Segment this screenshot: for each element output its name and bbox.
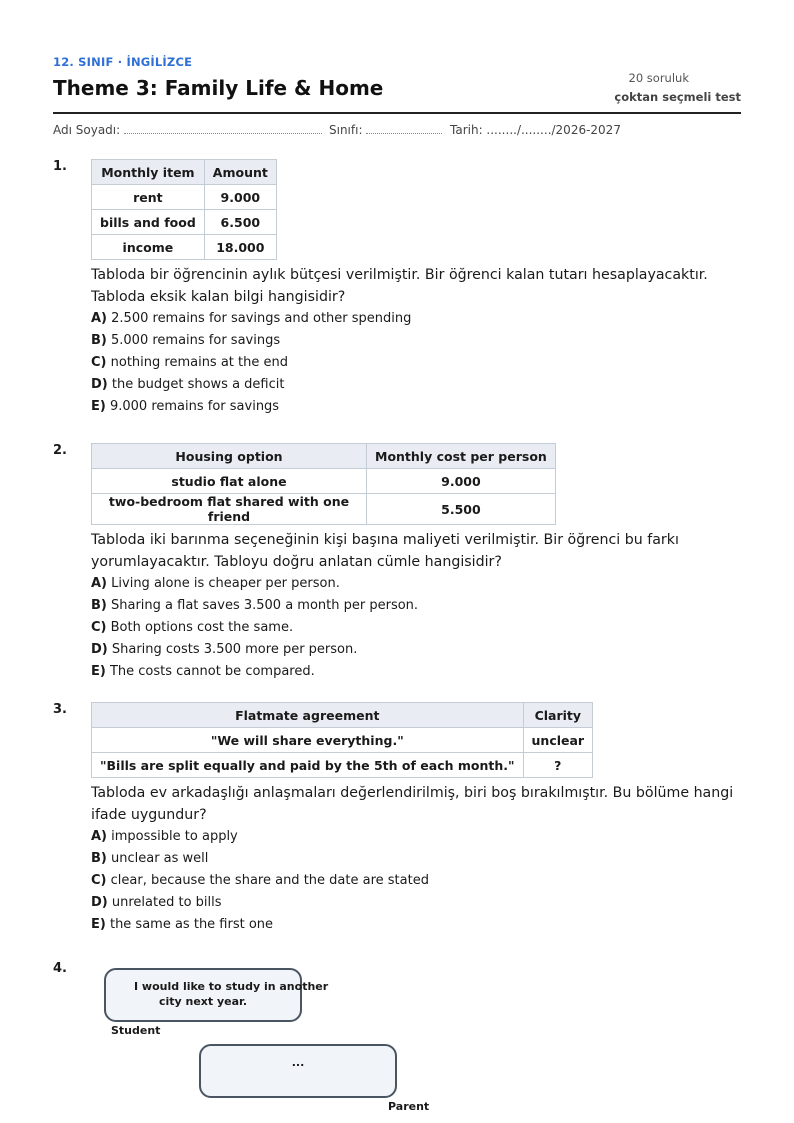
worksheet-page <box>53 0 741 1113</box>
agreement-table <box>91 702 593 778</box>
budget-table <box>91 159 277 260</box>
option-letter: E) <box>91 917 106 932</box>
table-cell: bills and food <box>92 210 205 235</box>
class-blank <box>366 123 442 134</box>
page-title: Theme 3: Family Life & Home <box>53 76 384 100</box>
table-cell: "Bills are split equally and paid by the 5th of each month." <box>92 753 524 778</box>
option-letter: E) <box>91 399 106 414</box>
table-row <box>92 728 593 753</box>
option-c[interactable] <box>91 617 741 639</box>
class-label: Sınıfı: <box>329 123 363 137</box>
option-c[interactable] <box>91 870 741 892</box>
question-number: 3. <box>53 702 67 717</box>
option-text: Both options cost the same. <box>110 620 294 635</box>
option-e[interactable] <box>91 396 741 418</box>
table-cell: unclear <box>523 728 593 753</box>
option-letter: D) <box>91 377 108 392</box>
option-letter: A) <box>91 311 108 326</box>
option-a[interactable] <box>91 573 741 595</box>
table-cell: studio flat alone <box>92 469 367 494</box>
table-row <box>92 185 277 210</box>
option-letter: D) <box>91 895 108 910</box>
option-letter: C) <box>91 355 107 370</box>
option-text: nothing remains at the end <box>110 355 288 370</box>
speaker-label-student: Student <box>111 1024 161 1037</box>
parent-speech-bubble <box>199 1044 397 1098</box>
option-letter: B) <box>91 598 107 613</box>
worksheet-header <box>53 0 741 114</box>
table-header: Monthly item <box>92 160 205 185</box>
speaker-label-parent: Parent <box>388 1100 430 1113</box>
bubble-text-line: city next year. <box>158 995 248 1008</box>
option-text: the budget shows a deficit <box>111 377 285 392</box>
option-c[interactable] <box>91 352 741 374</box>
test-type: çoktan seçmeli test <box>614 90 741 104</box>
student-speech-bubble <box>104 968 329 1022</box>
question-stem: Tabloda ev arkadaşlığı anlaşmaları değerlendirilmiş, biri boş bırakılmıştır. Bu bölüme hangi ifade uygundur? <box>91 785 734 823</box>
table-cell: ? <box>523 753 593 778</box>
table-cell: 6.500 <box>204 210 276 235</box>
option-d[interactable] <box>91 639 741 661</box>
option-letter: A) <box>91 829 108 844</box>
table-row <box>92 235 277 260</box>
table-cell: 18.000 <box>204 235 276 260</box>
option-text: Living alone is cheaper per person. <box>111 576 340 591</box>
option-letter: B) <box>91 851 107 866</box>
option-b[interactable] <box>91 848 741 870</box>
option-text: unclear as well <box>111 851 209 866</box>
table-header: Amount <box>204 160 276 185</box>
option-text: 5.000 remains for savings <box>111 333 281 348</box>
class-field[interactable] <box>329 123 442 137</box>
option-e[interactable] <box>91 661 741 683</box>
option-text: 2.500 remains for savings and other spending <box>111 311 412 326</box>
table-cell: "We will share everything." <box>92 728 524 753</box>
question-number: 4. <box>53 961 67 976</box>
option-text: the same as the first one <box>109 917 274 932</box>
name-label: Adı Soyadı: <box>53 123 121 137</box>
option-text: 9.000 remains for savings <box>109 399 280 414</box>
housing-table <box>91 443 556 525</box>
table-header: Housing option <box>92 444 367 469</box>
question-number: 2. <box>53 443 67 458</box>
table-row <box>92 753 593 778</box>
table-header: Clarity <box>523 703 593 728</box>
option-letter: A) <box>91 576 108 591</box>
option-letter: E) <box>91 664 106 679</box>
option-b[interactable] <box>91 330 741 352</box>
table-header: Flatmate agreement <box>92 703 524 728</box>
table-cell: two-bedroom flat shared with one friend <box>92 494 367 525</box>
option-text: impossible to apply <box>111 829 238 844</box>
grade-subject-label: 12. SINIF · İNGİLİZCE <box>53 55 193 69</box>
option-e[interactable] <box>91 914 741 936</box>
option-letter: C) <box>91 873 107 888</box>
table-row <box>92 210 277 235</box>
question-stem: Tabloda bir öğrencinin aylık bütçesi verilmiştir. Bir öğrenci kalan tutarı hesaplayacaktır. Tabloda eksik kalan bilgi hangisidir? <box>91 267 708 305</box>
option-d[interactable] <box>91 374 741 396</box>
option-letter: B) <box>91 333 107 348</box>
name-blank <box>124 123 322 134</box>
option-letter: C) <box>91 620 107 635</box>
option-text: Sharing a flat saves 3.500 a month per person. <box>111 598 419 613</box>
date-field[interactable]: Tarih: ......../......../2026-2027 <box>450 123 621 137</box>
name-field[interactable] <box>53 123 322 137</box>
table-header: Monthly cost per person <box>367 444 556 469</box>
option-letter: D) <box>91 642 108 657</box>
option-text: Sharing costs 3.500 more per person. <box>111 642 358 657</box>
table-cell: rent <box>92 185 205 210</box>
option-a[interactable] <box>91 308 741 330</box>
question-number: 1. <box>53 159 67 174</box>
option-a[interactable] <box>91 826 741 848</box>
table-cell: income <box>92 235 205 260</box>
table-cell: 5.500 <box>367 494 556 525</box>
table-cell: 9.000 <box>204 185 276 210</box>
table-cell: 9.000 <box>367 469 556 494</box>
question-count: 20 soruluk <box>628 71 689 85</box>
table-row <box>92 494 556 525</box>
option-b[interactable] <box>91 595 741 617</box>
question-stem: Tabloda iki barınma seçeneğinin kişi başına maliyeti verilmiştir. Bir öğrenci bu farkı yorumlayacaktır. Tabloyu doğru anlatan cümle hangisidir? <box>91 532 679 570</box>
bubble-text-line: I would like to study in another <box>134 980 329 993</box>
option-text: clear, because the share and the date are stated <box>110 873 429 888</box>
table-row <box>92 469 556 494</box>
option-d[interactable] <box>91 892 741 914</box>
option-text: The costs cannot be compared. <box>109 664 315 679</box>
option-text: unrelated to bills <box>111 895 222 910</box>
bubble-text: ... <box>291 1056 305 1069</box>
